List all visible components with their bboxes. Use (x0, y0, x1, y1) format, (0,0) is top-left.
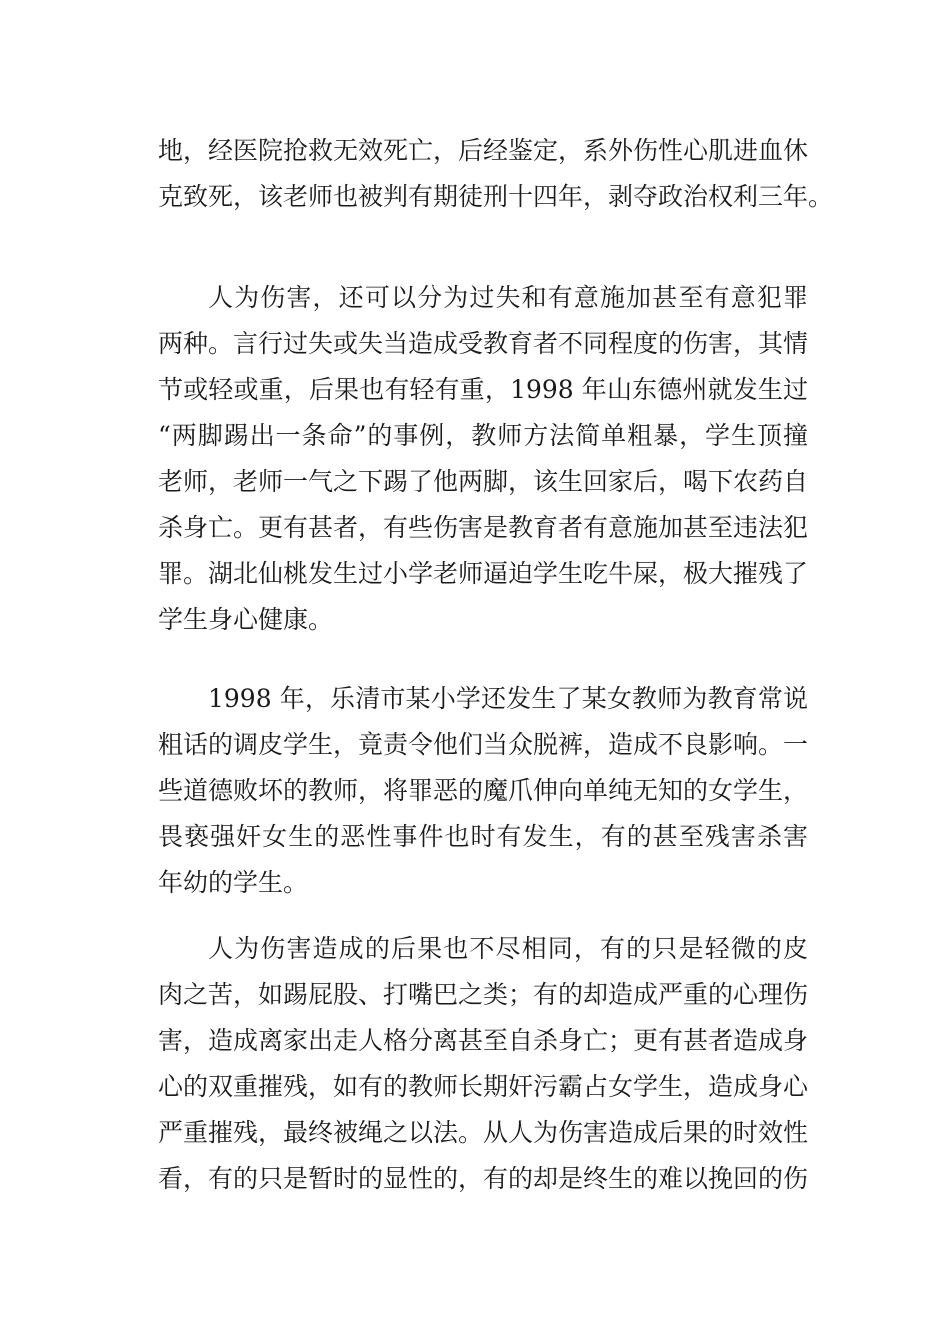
paragraph-1 (158, 128, 834, 220)
paragraph-3 (158, 676, 808, 906)
paragraph-2-line-6: 杀身亡。更有甚者，有些伤害是教育者有意施加甚至违法犯 (158, 513, 809, 542)
paragraph-2-line-4: “两脚踢出一条命”的事例，教师方法简单粗暴，学生顶撞 (158, 421, 808, 450)
paragraph-2-line-2: 两种。言行过失或失当造成受教育者不同程度的伤害，其情 (158, 329, 809, 358)
paragraph-2-line-5: 老师，老师一气之下踢了他两脚，该生回家后，喝下农药自 (158, 467, 809, 496)
paragraph-4 (158, 926, 808, 1202)
paragraph-3-line-2: 粗话的调皮学生，竟责令他们当众脱裤，造成不良影响。一 (158, 730, 809, 759)
paragraph-2-line-7: 罪。湖北仙桃发生过小学老师逼迫学生吃牛屎，极大摧残了 (158, 559, 809, 588)
paragraph-4-line-3: 害，造成离家出走人格分离甚至自杀身亡；更有甚者造成身 (158, 1026, 809, 1055)
paragraph-2 (158, 275, 808, 643)
paragraph-1-line-1: 地，经医院抢救无效死亡，后经鉴定，系外伤性心肌进血休 (158, 136, 809, 165)
paragraph-3-line-4: 畏亵强奸女生的恶性事件也时有发生，有的甚至残害杀害 (158, 822, 808, 851)
paragraph-4-line-1: 人为伤害造成的后果也不尽相同，有的只是轻微的皮 (208, 934, 808, 963)
paragraph-3-line-3: 些道德败坏的教师，将罪恶的魔爪伸向单纯无知的女学生， (158, 776, 809, 805)
paragraph-2-line-1: 人为伤害，还可以分为过失和有意施加甚至有意犯罪 (208, 283, 808, 312)
paragraph-4-line-5: 严重摧残，最终被绳之以法。从人为伤害造成后果的时效性 (158, 1118, 809, 1147)
paragraph-4-line-6: 看，有的只是暂时的显性的，有的却是终生的难以挽回的伤 (158, 1164, 809, 1193)
paragraph-2-line-3: 节或轻或重，后果也有轻有重，1998 年山东德州就发生过 (158, 375, 808, 404)
paragraph-3-line-1: 1998 年，乐清市某小学还发生了某女教师为教育常说 (208, 684, 808, 713)
paragraph-4-line-2: 肉之苦，如踢屁股、打嘴巴之类；有的却造成严重的心理伤 (158, 980, 809, 1009)
paragraph-2-line-8: 学生身心健康。 (158, 605, 334, 634)
paragraph-3-line-5: 年幼的学生。 (158, 868, 309, 897)
paragraph-1-line-2: 克致死，该老师也被判有期徒刑十四年，剥夺政治权利三年。 (158, 182, 834, 211)
paragraph-4-line-4: 心的双重摧残，如有的教师长期奸污霸占女学生，造成身心 (158, 1072, 809, 1101)
